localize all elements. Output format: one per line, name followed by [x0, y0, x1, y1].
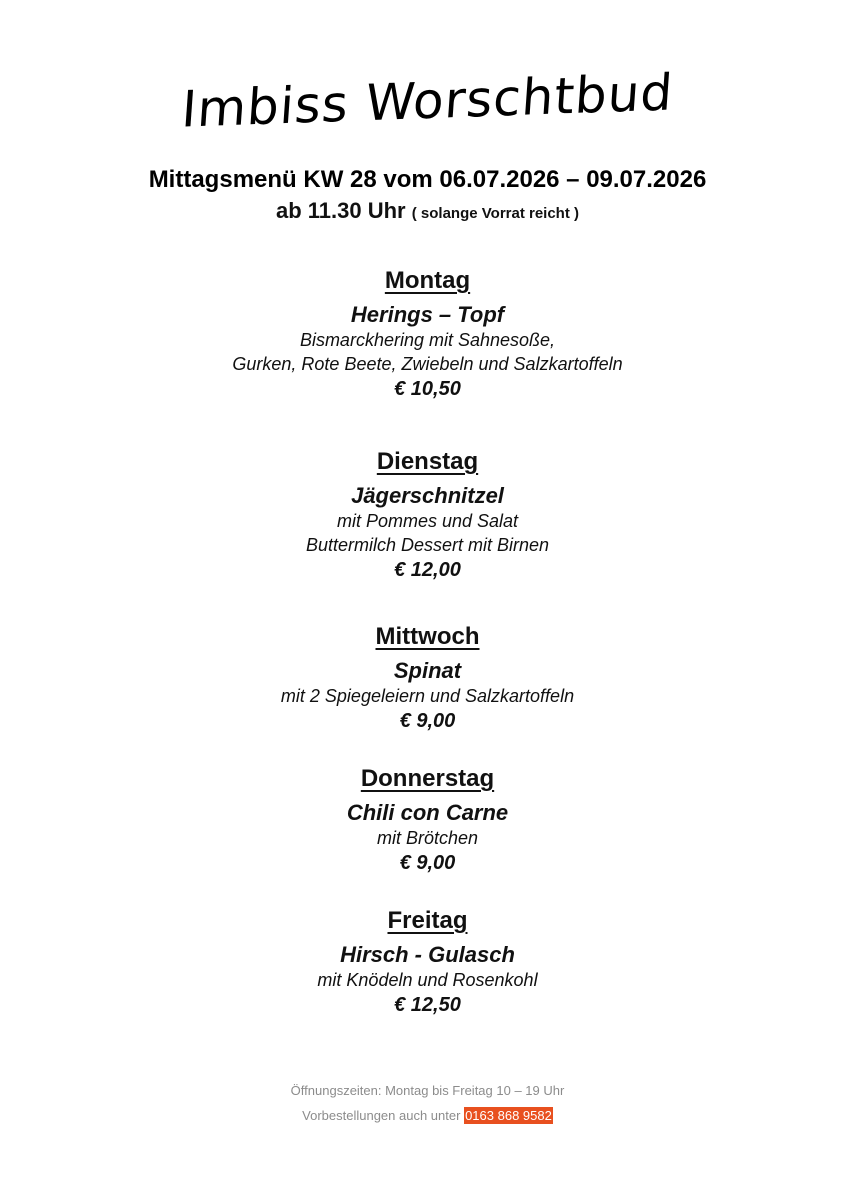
- preorder-line: [0, 1103, 855, 1128]
- day-block-dienstag: [0, 447, 855, 583]
- day-block-montag: [0, 266, 855, 402]
- day-block-mittwoch: [0, 622, 855, 734]
- footer: [0, 1078, 855, 1128]
- phone-number[interactable]: 0163 868 9582: [465, 1108, 552, 1123]
- dish-name: Chili con Carne: [346, 800, 509, 825]
- day-name: Mittwoch: [375, 623, 480, 650]
- dish-name: Jägerschnitzel: [351, 483, 504, 508]
- serving-time-line: [0, 196, 855, 229]
- preorder-text: Vorbestellungen auch unter: [302, 1108, 461, 1123]
- menu-subtitle: Mittagsmenü KW 28 vom 06.07.2026 – 09.07.2026: [148, 166, 707, 193]
- dish-price: € 12,50: [394, 994, 461, 1016]
- dish-name: Herings – Topf: [350, 302, 505, 327]
- dish-description: Gurken, Rote Beete, Zwiebeln und Salzkartoffeln: [232, 354, 623, 374]
- page-title: Imbiss Worschtbud: [179, 63, 676, 139]
- opening-hours: Öffnungszeiten: Montag bis Freitag 10 – 19 Uhr: [290, 1083, 565, 1098]
- dish-price: € 9,00: [399, 710, 456, 732]
- dish-description: mit Knödeln und Rosenkohl: [317, 970, 538, 990]
- serving-time-note: ( solange Vorrat reicht ): [411, 205, 580, 222]
- day-name: Donnerstag: [360, 765, 495, 792]
- dish-name: Spinat: [393, 658, 462, 683]
- dish-price: € 10,50: [394, 378, 461, 400]
- dish-description: mit 2 Spiegeleiern und Salzkartoffeln: [280, 686, 575, 706]
- dish-description: mit Pommes und Salat: [336, 511, 519, 531]
- day-block-freitag: [0, 906, 855, 1018]
- day-name: Dienstag: [376, 448, 479, 475]
- day-name: Montag: [384, 267, 471, 294]
- serving-time: ab 11.30 Uhr: [275, 198, 406, 223]
- dish-description: mit Brötchen: [376, 828, 479, 848]
- dish-name: Hirsch - Gulasch: [340, 942, 515, 967]
- dish-price: € 9,00: [399, 852, 456, 874]
- dish-description: Buttermilch Dessert mit Birnen: [305, 535, 550, 555]
- day-name: Freitag: [387, 907, 468, 934]
- dish-description: Bismarckhering mit Sahnesoße,: [299, 330, 556, 350]
- day-block-donnerstag: [0, 764, 855, 876]
- dish-price: € 12,00: [394, 559, 461, 581]
